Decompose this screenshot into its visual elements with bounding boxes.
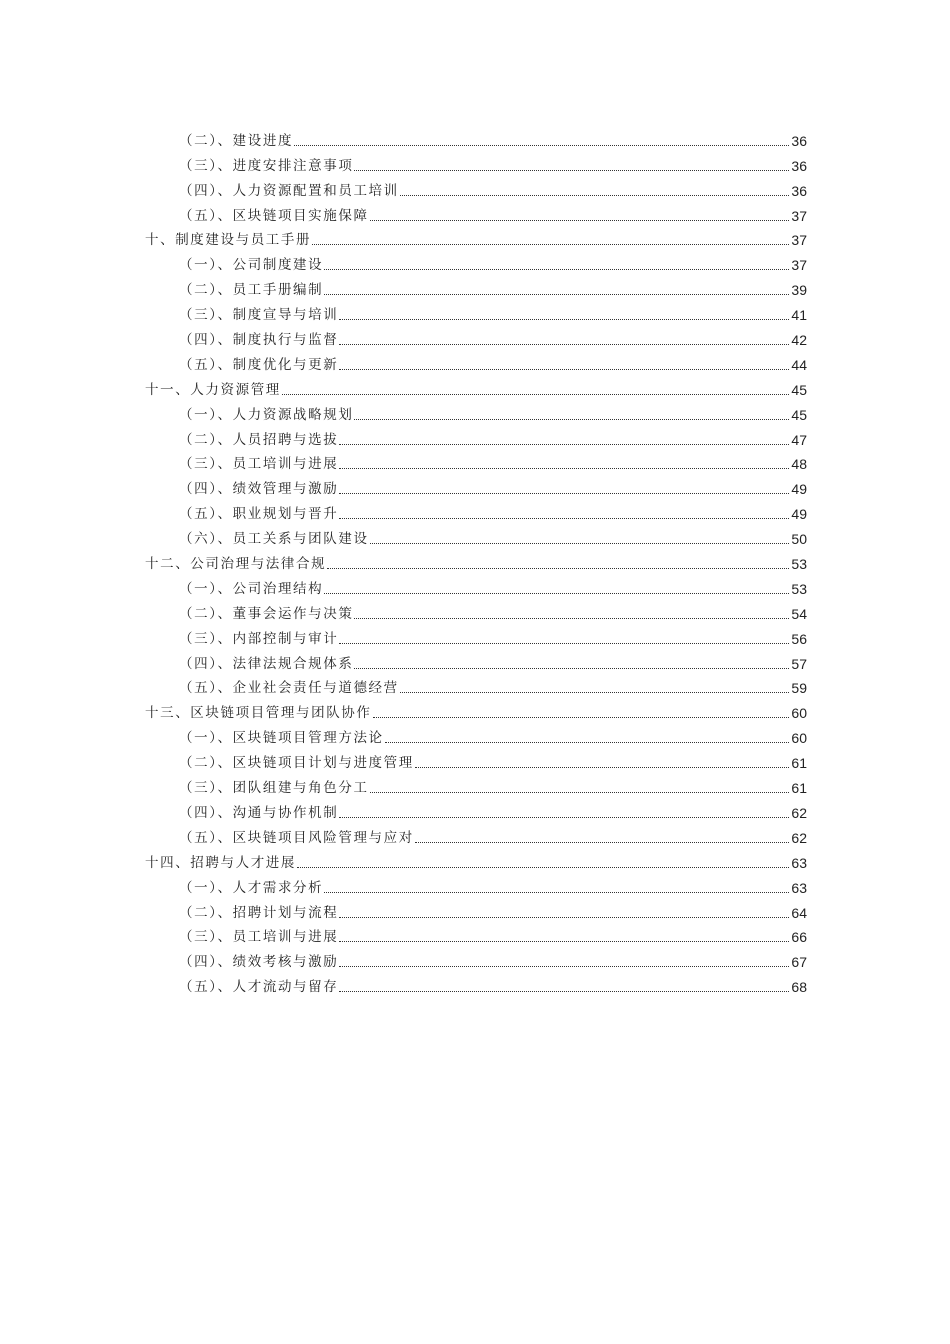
toc-section-entry[interactable] [145, 897, 807, 922]
toc-entry-title: （二）、员工手册编制 [179, 282, 324, 299]
toc-dot-leader [339, 344, 789, 345]
toc-dot-leader [415, 767, 789, 768]
toc-entry-page-number: 61 [791, 755, 807, 772]
toc-section-entry[interactable] [145, 598, 807, 623]
toc-entry-page-number: 53 [791, 556, 807, 573]
toc-entry-title: （四）、法律法规合规体系 [179, 655, 354, 672]
toc-entry-title: （六）、员工关系与团队建设 [179, 531, 369, 548]
toc-entry-title: （三）、员工培训与进展 [179, 456, 339, 473]
toc-dot-leader [339, 369, 789, 370]
toc-entry-page-number: 63 [791, 854, 807, 871]
toc-entry-page-number: 61 [791, 780, 807, 797]
toc-section-entry[interactable] [145, 473, 807, 498]
toc-section-entry[interactable] [145, 200, 807, 225]
toc-entry-page-number: 37 [791, 257, 807, 274]
toc-entry-page-number: 48 [791, 456, 807, 473]
toc-chapter-entry[interactable] [145, 225, 807, 250]
toc-entry-page-number: 53 [791, 580, 807, 597]
toc-dot-leader [373, 717, 790, 718]
toc-dot-leader [339, 917, 789, 918]
toc-entry-page-number: 37 [791, 207, 807, 224]
toc-entry-title: （二）、董事会运作与决策 [179, 605, 354, 622]
toc-dot-leader [339, 319, 789, 320]
toc-entry-page-number: 67 [791, 954, 807, 971]
toc-entry-page-number: 36 [791, 132, 807, 149]
toc-entry-title: （一）、公司制度建设 [179, 257, 324, 274]
toc-dot-leader [354, 668, 789, 669]
toc-section-entry[interactable] [145, 673, 807, 698]
toc-dot-leader [354, 170, 789, 171]
toc-dot-leader [370, 220, 789, 221]
toc-dot-leader [297, 867, 789, 868]
toc-section-entry[interactable] [145, 299, 807, 324]
table-of-contents [145, 125, 807, 996]
toc-dot-leader [339, 493, 789, 494]
toc-section-entry[interactable] [145, 822, 807, 847]
toc-chapter-entry[interactable] [145, 548, 807, 573]
toc-entry-page-number: 60 [791, 730, 807, 747]
toc-dot-leader [415, 842, 789, 843]
toc-section-entry[interactable] [145, 399, 807, 424]
toc-section-entry[interactable] [145, 449, 807, 474]
toc-entry-title: （五）、区块链项目实施保障 [179, 207, 369, 224]
toc-entry-page-number: 37 [791, 232, 807, 249]
toc-entry-title: （一）、人才需求分析 [179, 879, 324, 896]
toc-dot-leader [400, 692, 789, 693]
toc-dot-leader [339, 966, 789, 967]
toc-entry-page-number: 62 [791, 804, 807, 821]
toc-dot-leader [282, 394, 789, 395]
toc-dot-leader [339, 643, 789, 644]
toc-entry-page-number: 36 [791, 157, 807, 174]
toc-section-entry[interactable] [145, 623, 807, 648]
toc-section-entry[interactable] [145, 648, 807, 673]
toc-dot-leader [312, 244, 789, 245]
toc-entry-title: （五）、企业社会责任与道德经营 [179, 680, 399, 697]
toc-dot-leader [327, 568, 789, 569]
toc-section-entry[interactable] [145, 175, 807, 200]
toc-section-entry[interactable] [145, 274, 807, 299]
toc-entry-page-number: 56 [791, 630, 807, 647]
toc-entry-page-number: 41 [791, 307, 807, 324]
toc-dot-leader [400, 195, 789, 196]
toc-section-entry[interactable] [145, 772, 807, 797]
toc-section-entry[interactable] [145, 125, 807, 150]
toc-entry-page-number: 62 [791, 829, 807, 846]
toc-entry-page-number: 63 [791, 879, 807, 896]
toc-chapter-entry[interactable] [145, 697, 807, 722]
toc-entry-title: （三）、进度安排注意事项 [179, 157, 354, 174]
toc-entry-title: （三）、内部控制与审计 [179, 630, 339, 647]
toc-entry-page-number: 44 [791, 356, 807, 373]
toc-entry-page-number: 57 [791, 655, 807, 672]
toc-entry-page-number: 54 [791, 605, 807, 622]
toc-entry-page-number: 39 [791, 282, 807, 299]
toc-entry-page-number: 66 [791, 929, 807, 946]
toc-entry-title: （三）、员工培训与进展 [179, 929, 339, 946]
toc-entry-title: （三）、团队组建与角色分工 [179, 780, 369, 797]
toc-dot-leader [370, 792, 789, 793]
toc-entry-page-number: 64 [791, 904, 807, 921]
toc-dot-leader [324, 269, 789, 270]
toc-dot-leader [339, 991, 789, 992]
toc-entry-title: （五）、人才流动与留存 [179, 979, 339, 996]
toc-section-entry[interactable] [145, 523, 807, 548]
toc-entry-title: （三）、制度宣导与培训 [179, 307, 339, 324]
toc-entry-page-number: 36 [791, 182, 807, 199]
toc-dot-leader [339, 817, 789, 818]
toc-entry-page-number: 68 [791, 979, 807, 996]
toc-section-entry[interactable] [145, 922, 807, 947]
toc-entry-page-number: 47 [791, 431, 807, 448]
toc-entry-title: （四）、沟通与协作机制 [179, 804, 339, 821]
toc-section-entry[interactable] [145, 722, 807, 747]
toc-entry-title: （一）、区块链项目管理方法论 [179, 730, 384, 747]
toc-dot-leader [339, 468, 789, 469]
toc-section-entry[interactable] [145, 324, 807, 349]
toc-entry-page-number: 50 [791, 531, 807, 548]
toc-entry-title: 十四、招聘与人才进展 [145, 854, 296, 871]
toc-entry-page-number: 45 [791, 381, 807, 398]
toc-dot-leader [339, 518, 789, 519]
toc-dot-leader [339, 941, 789, 942]
toc-chapter-entry[interactable] [145, 847, 807, 872]
toc-entry-page-number: 49 [791, 481, 807, 498]
toc-dot-leader [294, 145, 789, 146]
toc-chapter-entry[interactable] [145, 374, 807, 399]
toc-section-entry[interactable] [145, 349, 807, 374]
toc-dot-leader [339, 444, 789, 445]
toc-section-entry[interactable] [145, 797, 807, 822]
toc-entry-title: （四）、绩效考核与激励 [179, 954, 339, 971]
toc-entry-title: （二）、招聘计划与流程 [179, 904, 339, 921]
toc-section-entry[interactable] [145, 747, 807, 772]
toc-section-entry[interactable] [145, 573, 807, 598]
toc-section-entry[interactable] [145, 424, 807, 449]
toc-entry-page-number: 59 [791, 680, 807, 697]
toc-entry-title: （二）、建设进度 [179, 132, 294, 149]
toc-entry-title: （一）、公司治理结构 [179, 580, 324, 597]
toc-dot-leader [385, 742, 789, 743]
toc-entry-title: （四）、绩效管理与激励 [179, 481, 339, 498]
toc-entry-title: 十一、人力资源管理 [145, 381, 281, 398]
toc-entry-title: （二）、人员招聘与选拔 [179, 431, 339, 448]
toc-dot-leader [324, 892, 789, 893]
toc-entry-title: （一）、人力资源战略规划 [179, 406, 354, 423]
toc-entry-title: 十二、公司治理与法律合规 [145, 556, 327, 573]
toc-entry-title: （四）、人力资源配置和员工培训 [179, 182, 399, 199]
toc-entry-title: （五）、职业规划与晋升 [179, 506, 339, 523]
toc-section-entry[interactable] [145, 971, 807, 996]
toc-entry-title: 十三、区块链项目管理与团队协作 [145, 705, 372, 722]
toc-section-entry[interactable] [145, 249, 807, 274]
toc-entry-page-number: 49 [791, 506, 807, 523]
toc-section-entry[interactable] [145, 498, 807, 523]
toc-dot-leader [354, 419, 789, 420]
toc-section-entry[interactable] [145, 872, 807, 897]
toc-entry-title: 十、制度建设与员工手册 [145, 232, 312, 249]
toc-entry-title: （五）、区块链项目风险管理与应对 [179, 829, 414, 846]
toc-entry-page-number: 45 [791, 406, 807, 423]
toc-section-entry[interactable] [145, 150, 807, 175]
toc-dot-leader [324, 294, 789, 295]
toc-entry-title: （五）、制度优化与更新 [179, 356, 339, 373]
toc-dot-leader [324, 593, 789, 594]
toc-entry-page-number: 42 [791, 332, 807, 349]
toc-dot-leader [370, 543, 789, 544]
toc-dot-leader [354, 618, 789, 619]
toc-entry-page-number: 60 [791, 705, 807, 722]
toc-entry-title: （二）、区块链项目计划与进度管理 [179, 755, 414, 772]
toc-section-entry[interactable] [145, 946, 807, 971]
toc-entry-title: （四）、制度执行与监督 [179, 332, 339, 349]
